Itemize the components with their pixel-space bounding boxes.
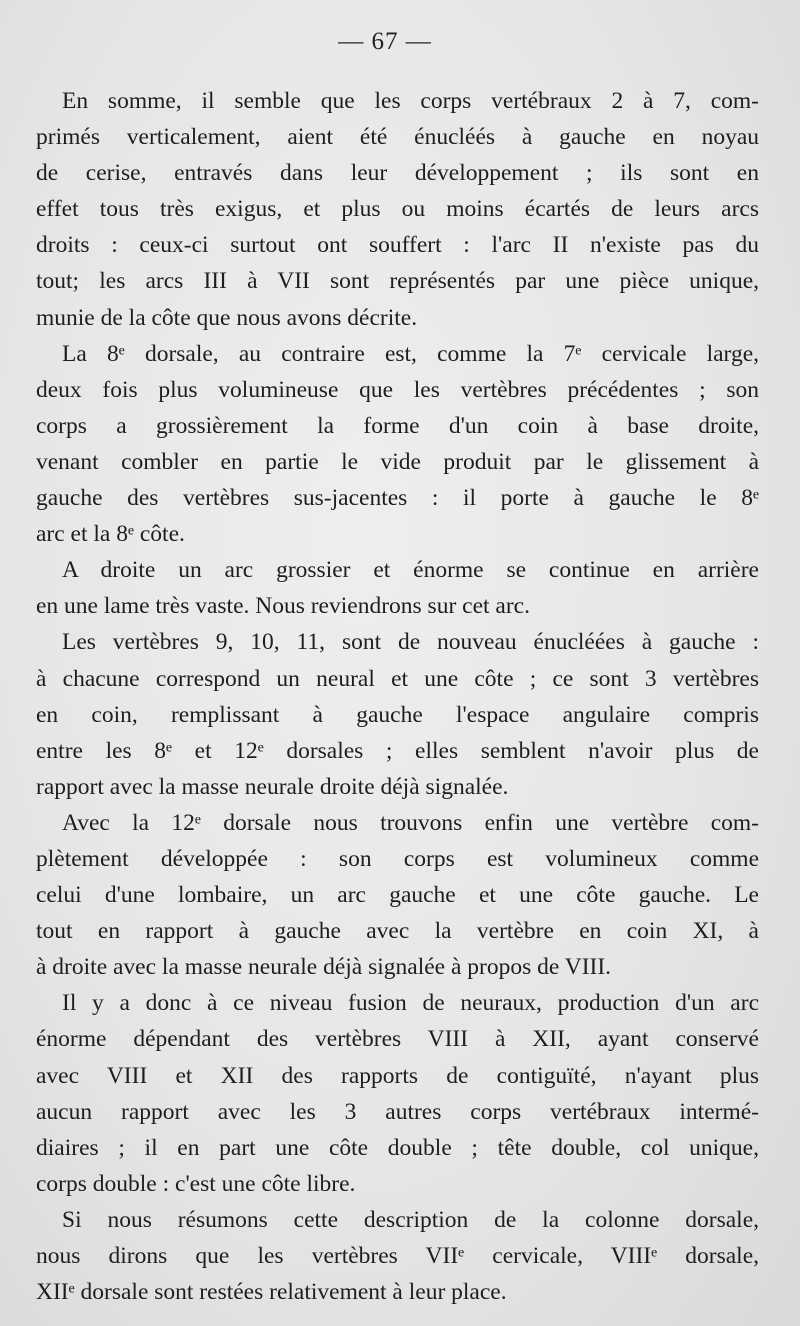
paragraph (36, 336, 759, 553)
text-line: plètement développée : son corps est volumineux comme (36, 845, 759, 872)
text-line: primés verticalement, aient été énucléés à gauche en noyau (36, 124, 759, 151)
text-line: tout; les arcs III à VII sont représentés par une pièce unique, (36, 268, 759, 295)
text-line: aucun rapport avec les 3 autres corps vertébraux intermé- (36, 1098, 759, 1125)
text-line: tout en rapport à gauche avec la vertèbre en coin XI, à (36, 918, 759, 945)
paragraph (36, 805, 759, 985)
paragraph (36, 624, 759, 804)
text-line: en coin, remplissant à gauche l'espace angulaire compris (36, 701, 759, 728)
text-line: La 8ᵉ dorsale, au contraire est, comme la 7ᵉ cervicale large, (62, 340, 759, 367)
paragraph (36, 83, 759, 336)
text-line: munie de la côte que nous avons décrite. (36, 304, 418, 331)
text-line: Avec la 12ᵉ dorsale nous trouvons enfin une vertèbre com- (62, 809, 759, 836)
text-line: nous dirons que les vertèbres VIIᵉ cervicale, VIIIᵉ dorsale, (36, 1243, 759, 1269)
text-line: A droite un arc grossier et énorme se continue en arrière (62, 557, 759, 584)
text-line: de cerise, entravés dans leur développement ; ils sont en (36, 160, 759, 187)
text-line: XIIᵉ dorsale sont restées relativement à leur place. (36, 1279, 507, 1306)
text-line: Si nous résumons cette description de la colonne dorsale, (62, 1206, 759, 1233)
text-line: corps a grossièrement la forme d'un coin à base droite, (36, 412, 759, 439)
page-number: — 67 — (338, 28, 432, 55)
paragraph (36, 985, 759, 1202)
text-line: rapport avec la masse neurale droite déjà signalée. (36, 773, 509, 800)
text-line: En somme, il semble que les corps vertébraux 2 à 7, com- (62, 88, 759, 114)
text-line: effet tous très exigus, et plus ou moins écartés de leurs arcs (36, 196, 759, 223)
text-line: gauche des vertèbres sus-jacentes : il porte à gauche le 8ᵉ (36, 485, 759, 512)
text-line: arc et la 8ᵉ côte. (36, 521, 185, 548)
text-line: en une lame très vaste. Nous reviendrons sur cet arc. (36, 593, 530, 620)
text-line: diaires ; il en part une côte double ; tête double, col unique, (36, 1134, 759, 1161)
text-line: entre les 8ᵉ et 12ᵉ dorsales ; elles semblent n'avoir plus de (36, 737, 759, 764)
text-line: droits : ceux-ci surtout ont souffert : l'arc II n'existe pas du (36, 232, 759, 259)
text-line: à droite avec la masse neurale déjà signalée à propos de VIII. (36, 954, 612, 981)
text-line: deux fois plus volumineuse que les vertèbres précédentes ; son (36, 376, 759, 403)
paragraph (36, 552, 759, 624)
text-line: venant combler en partie le vide produit par le glissement à (36, 448, 759, 475)
text-line: Les vertèbres 9, 10, 11, sont de nouveau énucléées à gauche : (62, 629, 759, 656)
text-line: à chacune correspond un neural et une côte ; ce sont 3 vertèbres (36, 665, 759, 692)
text-line: Il y a donc à ce niveau fusion de neuraux, production d'un arc (62, 990, 759, 1017)
paragraph (36, 1202, 759, 1310)
body-text (36, 83, 759, 1310)
text-line: corps double : c'est une côte libre. (36, 1170, 356, 1197)
text-line: énorme dépendant des vertèbres VIII à XII, ayant conservé (36, 1026, 759, 1053)
text-line: celui d'une lombaire, un arc gauche et une côte gauche. Le (36, 882, 759, 909)
text-line: avec VIII et XII des rapports de contiguïté, n'ayant plus (36, 1062, 759, 1089)
